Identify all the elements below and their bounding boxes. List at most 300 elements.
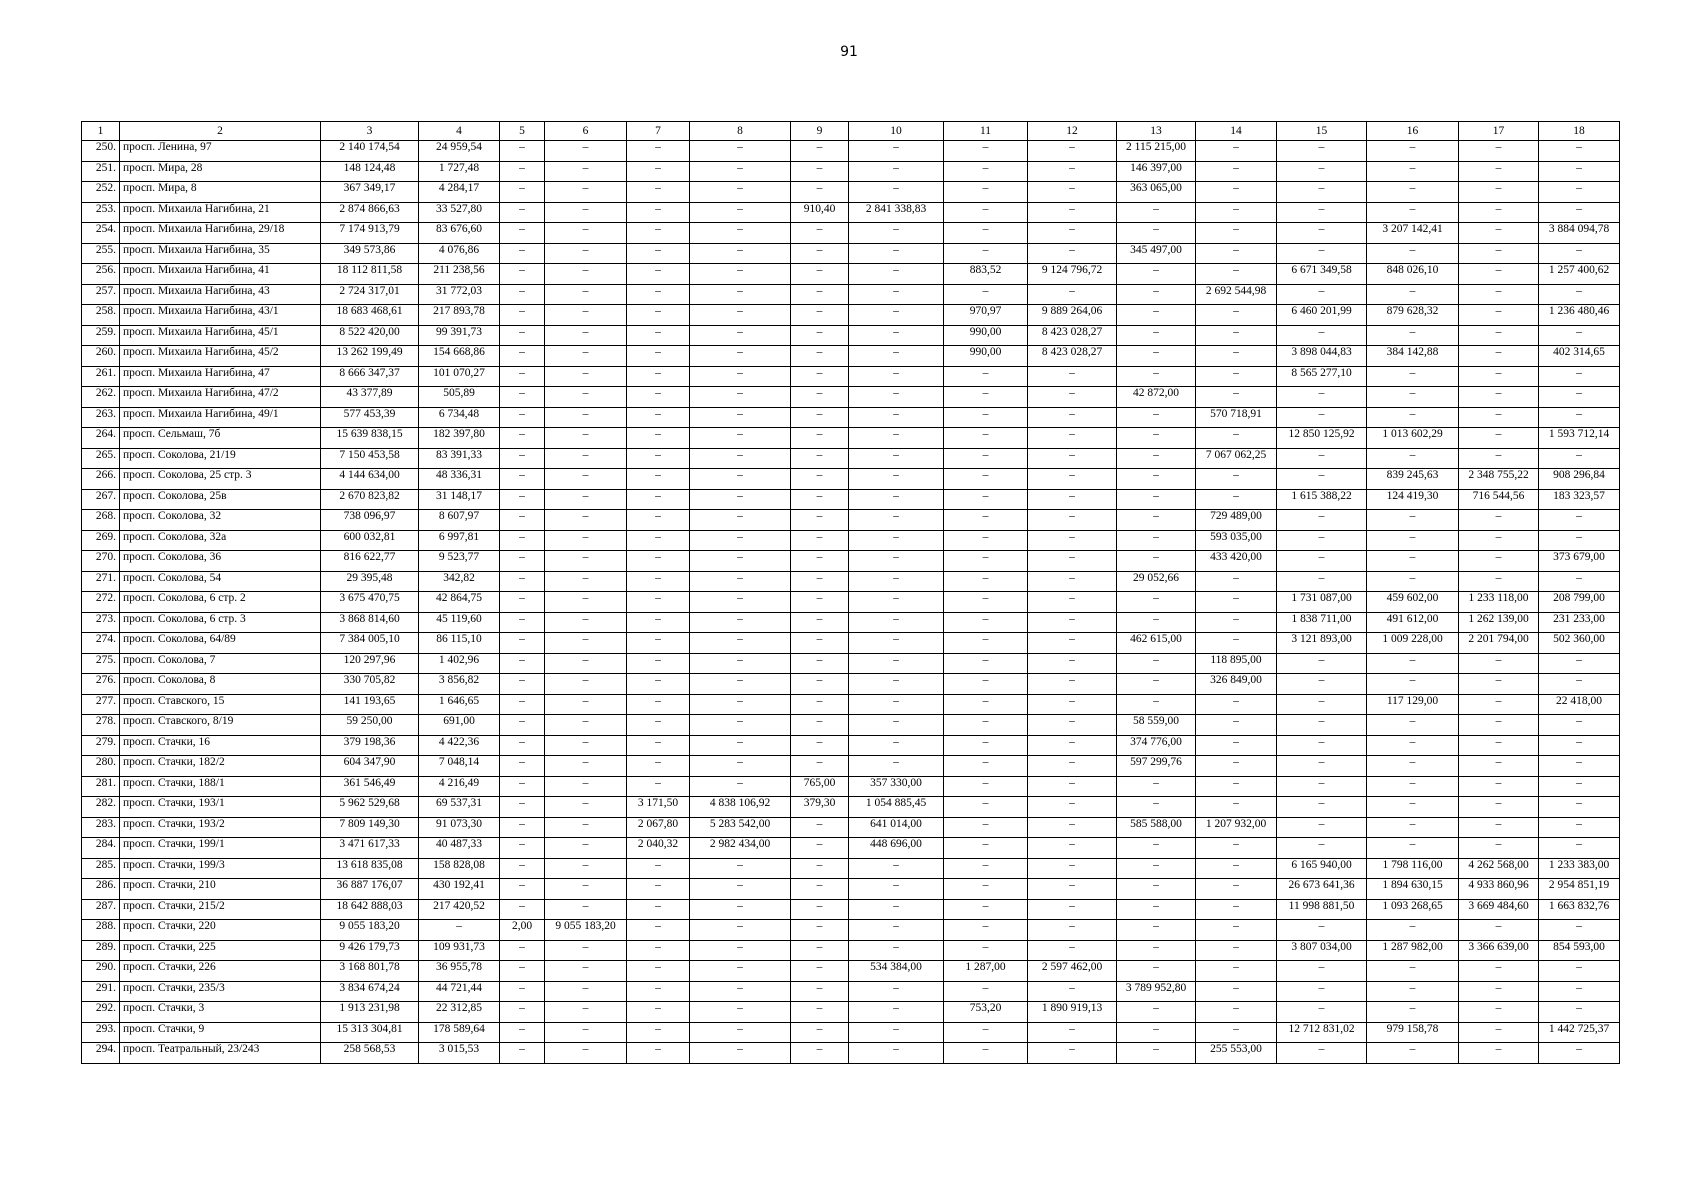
value-cell: 208 799,00 — [1539, 592, 1620, 613]
column-header: 9 — [791, 122, 849, 141]
value-cell: – — [1539, 510, 1620, 531]
value-cell: – — [849, 715, 944, 736]
value-cell: – — [791, 489, 849, 510]
value-cell: – — [1117, 1022, 1196, 1043]
value-cell: – — [1117, 612, 1196, 633]
value-cell: – — [627, 571, 690, 592]
value-cell: – — [849, 448, 944, 469]
value-cell: – — [1539, 571, 1620, 592]
value-cell: – — [545, 264, 627, 285]
value-cell: – — [1028, 366, 1117, 387]
value-cell: 36 955,78 — [419, 961, 500, 982]
value-cell: – — [1117, 653, 1196, 674]
value-cell: 373 679,00 — [1539, 551, 1620, 572]
value-cell: 86 115,10 — [419, 633, 500, 654]
value-cell: – — [545, 243, 627, 264]
value-cell: 839 245,63 — [1367, 469, 1459, 490]
value-cell: – — [849, 469, 944, 490]
value-cell: – — [1277, 735, 1367, 756]
value-cell: – — [1367, 448, 1459, 469]
value-cell: – — [849, 899, 944, 920]
value-cell: – — [849, 551, 944, 572]
value-cell: – — [1367, 715, 1459, 736]
value-cell: – — [1196, 469, 1277, 490]
address-cell: просп. Мира, 28 — [120, 161, 321, 182]
value-cell: – — [500, 653, 545, 674]
value-cell: – — [944, 243, 1028, 264]
value-cell: 3 015,53 — [419, 1043, 500, 1064]
value-cell: 83 391,33 — [419, 448, 500, 469]
address-cell: просп. Михаила Нагибина, 43 — [120, 284, 321, 305]
value-cell: – — [1028, 407, 1117, 428]
value-cell: 379,30 — [791, 797, 849, 818]
value-cell: – — [1277, 756, 1367, 777]
value-cell: – — [690, 305, 791, 326]
value-cell: – — [1539, 838, 1620, 859]
value-cell: – — [545, 346, 627, 367]
value-cell: – — [849, 264, 944, 285]
value-cell: 970,97 — [944, 305, 1028, 326]
value-cell: – — [1117, 1002, 1196, 1023]
value-cell: – — [791, 264, 849, 285]
address-cell: просп. Соколова, 36 — [120, 551, 321, 572]
table-row — [82, 879, 1620, 900]
value-cell: – — [849, 612, 944, 633]
table-row — [82, 489, 1620, 510]
value-cell: – — [690, 776, 791, 797]
value-cell: – — [690, 715, 791, 736]
value-cell: – — [627, 407, 690, 428]
table-row — [82, 530, 1620, 551]
address-cell: просп. Соколова, 32а — [120, 530, 321, 551]
value-cell: 40 487,33 — [419, 838, 500, 859]
address-cell: просп. Михаила Нагибина, 49/1 — [120, 407, 321, 428]
value-cell: – — [1539, 161, 1620, 182]
value-cell: – — [1196, 920, 1277, 941]
row-number-cell: 261. — [82, 366, 120, 387]
value-cell: – — [500, 551, 545, 572]
value-cell: 1 207 932,00 — [1196, 817, 1277, 838]
value-cell: – — [1196, 489, 1277, 510]
value-cell: – — [690, 489, 791, 510]
value-cell: 3 471 617,33 — [321, 838, 419, 859]
address-cell: просп. Стачки, 226 — [120, 961, 321, 982]
value-cell: – — [1117, 920, 1196, 941]
value-cell: – — [627, 899, 690, 920]
value-cell: – — [627, 161, 690, 182]
value-cell: – — [944, 674, 1028, 695]
row-number-cell: 281. — [82, 776, 120, 797]
value-cell: 910,40 — [791, 202, 849, 223]
value-cell: – — [627, 715, 690, 736]
value-cell: – — [944, 776, 1028, 797]
value-cell: – — [1459, 694, 1539, 715]
value-cell: – — [627, 612, 690, 633]
value-cell: – — [545, 182, 627, 203]
row-number-cell: 277. — [82, 694, 120, 715]
value-cell: – — [690, 161, 791, 182]
value-cell: 502 360,00 — [1539, 633, 1620, 654]
value-cell: – — [944, 448, 1028, 469]
value-cell: – — [849, 1002, 944, 1023]
value-cell: – — [545, 407, 627, 428]
address-cell: просп. Ставского, 8/19 — [120, 715, 321, 736]
value-cell: – — [1028, 879, 1117, 900]
value-cell: – — [690, 694, 791, 715]
value-cell: – — [627, 182, 690, 203]
value-cell: – — [1028, 838, 1117, 859]
value-cell: 2 724 317,01 — [321, 284, 419, 305]
table-row — [82, 182, 1620, 203]
value-cell: – — [545, 797, 627, 818]
value-cell: 211 238,56 — [419, 264, 500, 285]
value-cell: – — [545, 981, 627, 1002]
address-cell: просп. Мира, 8 — [120, 182, 321, 203]
value-cell: – — [1539, 202, 1620, 223]
value-cell: – — [791, 899, 849, 920]
value-cell: – — [1459, 817, 1539, 838]
value-cell: – — [1117, 940, 1196, 961]
value-cell: – — [545, 776, 627, 797]
table-row — [82, 387, 1620, 408]
address-cell: просп. Соколова, 25 стр. 3 — [120, 469, 321, 490]
value-cell: – — [627, 366, 690, 387]
value-cell: – — [944, 920, 1028, 941]
value-cell: – — [690, 428, 791, 449]
value-cell: 753,20 — [944, 1002, 1028, 1023]
value-cell: – — [1459, 264, 1539, 285]
row-number-cell: 291. — [82, 981, 120, 1002]
value-cell: – — [849, 325, 944, 346]
row-number-cell: 258. — [82, 305, 120, 326]
value-cell: 5 962 529,68 — [321, 797, 419, 818]
value-cell: 8 522 420,00 — [321, 325, 419, 346]
value-cell: – — [849, 161, 944, 182]
value-cell: – — [690, 325, 791, 346]
value-cell: – — [627, 202, 690, 223]
value-cell: 1 442 725,37 — [1539, 1022, 1620, 1043]
value-cell: – — [500, 612, 545, 633]
value-cell: – — [1367, 817, 1459, 838]
value-cell: – — [944, 428, 1028, 449]
value-cell: – — [545, 694, 627, 715]
value-cell: – — [849, 756, 944, 777]
row-number-cell: 287. — [82, 899, 120, 920]
value-cell: – — [944, 797, 1028, 818]
value-cell: – — [791, 940, 849, 961]
value-cell: 1 615 388,22 — [1277, 489, 1367, 510]
value-cell: – — [849, 1043, 944, 1064]
value-cell: – — [791, 838, 849, 859]
value-cell: – — [791, 1022, 849, 1043]
address-cell: просп. Стачки, 215/2 — [120, 899, 321, 920]
value-cell: – — [944, 1043, 1028, 1064]
value-cell: – — [500, 366, 545, 387]
table-row — [82, 961, 1620, 982]
row-number-cell: 271. — [82, 571, 120, 592]
value-cell: – — [627, 920, 690, 941]
value-cell: – — [1367, 325, 1459, 346]
column-header: 7 — [627, 122, 690, 141]
value-cell: 26 673 641,36 — [1277, 879, 1367, 900]
value-cell: – — [1459, 407, 1539, 428]
row-number-cell: 276. — [82, 674, 120, 695]
value-cell: 31 148,17 — [419, 489, 500, 510]
value-cell: – — [1196, 305, 1277, 326]
value-cell: – — [690, 284, 791, 305]
value-cell: – — [1117, 838, 1196, 859]
value-cell: 1 262 139,00 — [1459, 612, 1539, 633]
value-cell: – — [1028, 141, 1117, 162]
value-cell: 4 216,49 — [419, 776, 500, 797]
value-cell: 379 198,36 — [321, 735, 419, 756]
value-cell: 1 798 116,00 — [1367, 858, 1459, 879]
value-cell: 448 696,00 — [849, 838, 944, 859]
value-cell: – — [690, 981, 791, 1002]
value-cell: – — [500, 305, 545, 326]
value-cell: – — [1196, 387, 1277, 408]
value-cell: – — [1367, 653, 1459, 674]
value-cell: – — [627, 858, 690, 879]
value-cell: – — [500, 858, 545, 879]
value-cell: – — [1367, 407, 1459, 428]
value-cell: – — [944, 551, 1028, 572]
value-cell: – — [1196, 776, 1277, 797]
value-cell: – — [849, 489, 944, 510]
value-cell: – — [1117, 325, 1196, 346]
value-cell: 12 850 125,92 — [1277, 428, 1367, 449]
value-cell: – — [545, 489, 627, 510]
value-cell: – — [944, 223, 1028, 244]
value-cell: – — [627, 674, 690, 695]
value-cell: – — [545, 161, 627, 182]
value-cell: – — [1539, 407, 1620, 428]
value-cell: – — [1277, 284, 1367, 305]
value-cell: – — [500, 879, 545, 900]
row-number-cell: 270. — [82, 551, 120, 572]
value-cell: – — [1028, 920, 1117, 941]
value-cell: 59 250,00 — [321, 715, 419, 736]
value-cell: – — [1028, 1022, 1117, 1043]
table-row — [82, 469, 1620, 490]
value-cell: – — [1028, 448, 1117, 469]
value-cell: 3 669 484,60 — [1459, 899, 1539, 920]
value-cell: 69 537,31 — [419, 797, 500, 818]
value-cell: – — [791, 961, 849, 982]
value-cell: – — [944, 366, 1028, 387]
value-cell: – — [1196, 797, 1277, 818]
value-cell: – — [849, 182, 944, 203]
address-cell: просп. Стачки, 3 — [120, 1002, 321, 1023]
column-header: 2 — [120, 122, 321, 141]
value-cell: – — [1367, 797, 1459, 818]
value-cell: 908 296,84 — [1539, 469, 1620, 490]
value-cell: – — [1459, 756, 1539, 777]
value-cell: – — [627, 264, 690, 285]
table-row — [82, 141, 1620, 162]
table-row — [82, 571, 1620, 592]
table-row — [82, 940, 1620, 961]
value-cell: – — [944, 530, 1028, 551]
value-cell: – — [500, 141, 545, 162]
value-cell: – — [1028, 530, 1117, 551]
value-cell: 9 055 183,20 — [321, 920, 419, 941]
row-number-cell: 256. — [82, 264, 120, 285]
value-cell: – — [944, 838, 1028, 859]
value-cell: 182 397,80 — [419, 428, 500, 449]
value-cell: – — [1028, 612, 1117, 633]
value-cell: – — [1367, 838, 1459, 859]
value-cell: 4 838 106,92 — [690, 797, 791, 818]
value-cell: 12 712 831,02 — [1277, 1022, 1367, 1043]
value-cell: – — [500, 1022, 545, 1043]
value-cell: – — [944, 981, 1028, 1002]
row-number-cell: 269. — [82, 530, 120, 551]
value-cell: 9 426 179,73 — [321, 940, 419, 961]
value-cell: – — [500, 1002, 545, 1023]
value-cell: 990,00 — [944, 325, 1028, 346]
value-cell: – — [944, 858, 1028, 879]
value-cell: – — [500, 202, 545, 223]
value-cell: – — [627, 981, 690, 1002]
value-cell: – — [791, 407, 849, 428]
address-cell: просп. Михаила Нагибина, 47 — [120, 366, 321, 387]
value-cell: 101 070,27 — [419, 366, 500, 387]
row-number-cell: 274. — [82, 633, 120, 654]
value-cell: – — [690, 510, 791, 531]
value-cell: 879 628,32 — [1367, 305, 1459, 326]
value-cell: – — [1539, 817, 1620, 838]
value-cell: – — [690, 264, 791, 285]
value-cell: – — [1196, 182, 1277, 203]
value-cell: – — [545, 756, 627, 777]
value-cell: – — [1459, 510, 1539, 531]
row-number-cell: 294. — [82, 1043, 120, 1064]
address-cell: просп. Михаила Нагибина, 45/2 — [120, 346, 321, 367]
value-cell: 8 666 347,37 — [321, 366, 419, 387]
table-row — [82, 838, 1620, 859]
table-row — [82, 899, 1620, 920]
value-cell: 29 052,66 — [1117, 571, 1196, 592]
value-cell: 402 314,65 — [1539, 346, 1620, 367]
value-cell: – — [545, 715, 627, 736]
value-cell: 1 257 400,62 — [1539, 264, 1620, 285]
value-cell: 15 639 838,15 — [321, 428, 419, 449]
value-cell: 3 884 094,78 — [1539, 223, 1620, 244]
value-cell: – — [791, 1002, 849, 1023]
value-cell: – — [1459, 325, 1539, 346]
value-cell: – — [1117, 366, 1196, 387]
value-cell: – — [1277, 715, 1367, 736]
value-cell: – — [1277, 387, 1367, 408]
value-cell: – — [1459, 838, 1539, 859]
table-row — [82, 797, 1620, 818]
value-cell: 183 323,57 — [1539, 489, 1620, 510]
value-cell: – — [545, 202, 627, 223]
column-header: 8 — [690, 122, 791, 141]
value-cell: – — [627, 325, 690, 346]
value-cell: 33 527,80 — [419, 202, 500, 223]
value-cell: – — [944, 489, 1028, 510]
value-cell: 83 676,60 — [419, 223, 500, 244]
value-cell: 2 874 866,63 — [321, 202, 419, 223]
value-cell: – — [791, 592, 849, 613]
value-cell: – — [627, 305, 690, 326]
value-cell: 491 612,00 — [1367, 612, 1459, 633]
value-cell: – — [500, 489, 545, 510]
value-cell: – — [500, 838, 545, 859]
value-cell: – — [500, 817, 545, 838]
value-cell: – — [1459, 141, 1539, 162]
value-cell: – — [627, 694, 690, 715]
row-number-cell: 260. — [82, 346, 120, 367]
value-cell: – — [500, 981, 545, 1002]
column-header: 1 — [82, 122, 120, 141]
value-cell: 13 618 835,08 — [321, 858, 419, 879]
value-cell: – — [627, 776, 690, 797]
address-cell: просп. Соколова, 6 стр. 3 — [120, 612, 321, 633]
value-cell: 433 420,00 — [1196, 551, 1277, 572]
value-cell: 1 402,96 — [419, 653, 500, 674]
value-cell: – — [1367, 202, 1459, 223]
table-row — [82, 510, 1620, 531]
value-cell: – — [944, 899, 1028, 920]
value-cell: – — [944, 161, 1028, 182]
value-cell: – — [545, 838, 627, 859]
value-cell: – — [849, 141, 944, 162]
value-cell: – — [1459, 182, 1539, 203]
value-cell: 1 236 480,46 — [1539, 305, 1620, 326]
value-cell: – — [500, 694, 545, 715]
value-cell: – — [1367, 920, 1459, 941]
value-cell: – — [791, 510, 849, 531]
value-cell: – — [791, 284, 849, 305]
value-cell: 109 931,73 — [419, 940, 500, 961]
value-cell: 22 312,85 — [419, 1002, 500, 1023]
value-cell: – — [1196, 346, 1277, 367]
value-cell: – — [545, 469, 627, 490]
value-cell: 217 893,78 — [419, 305, 500, 326]
value-cell: 7 067 062,25 — [1196, 448, 1277, 469]
table-row — [82, 551, 1620, 572]
value-cell: – — [849, 284, 944, 305]
value-cell: – — [944, 284, 1028, 305]
value-cell: – — [791, 182, 849, 203]
value-cell: 2 115 215,00 — [1117, 141, 1196, 162]
value-cell: 3 366 639,00 — [1459, 940, 1539, 961]
value-cell: – — [1028, 428, 1117, 449]
value-cell: – — [849, 592, 944, 613]
value-cell: 3 121 893,00 — [1277, 633, 1367, 654]
table-row — [82, 1043, 1620, 1064]
value-cell: – — [791, 243, 849, 264]
value-cell: – — [1117, 694, 1196, 715]
address-cell: просп. Михаила Нагибина, 41 — [120, 264, 321, 285]
value-cell: – — [500, 469, 545, 490]
table-row — [82, 1002, 1620, 1023]
value-cell: 117 129,00 — [1367, 694, 1459, 715]
value-cell: – — [1539, 756, 1620, 777]
value-cell: – — [690, 1002, 791, 1023]
value-cell: – — [849, 879, 944, 900]
value-cell: – — [500, 387, 545, 408]
value-cell: – — [791, 141, 849, 162]
value-cell: – — [500, 735, 545, 756]
value-cell: – — [690, 141, 791, 162]
address-cell: просп. Михаила Нагибина, 29/18 — [120, 223, 321, 244]
value-cell: – — [545, 858, 627, 879]
row-number-cell: 285. — [82, 858, 120, 879]
